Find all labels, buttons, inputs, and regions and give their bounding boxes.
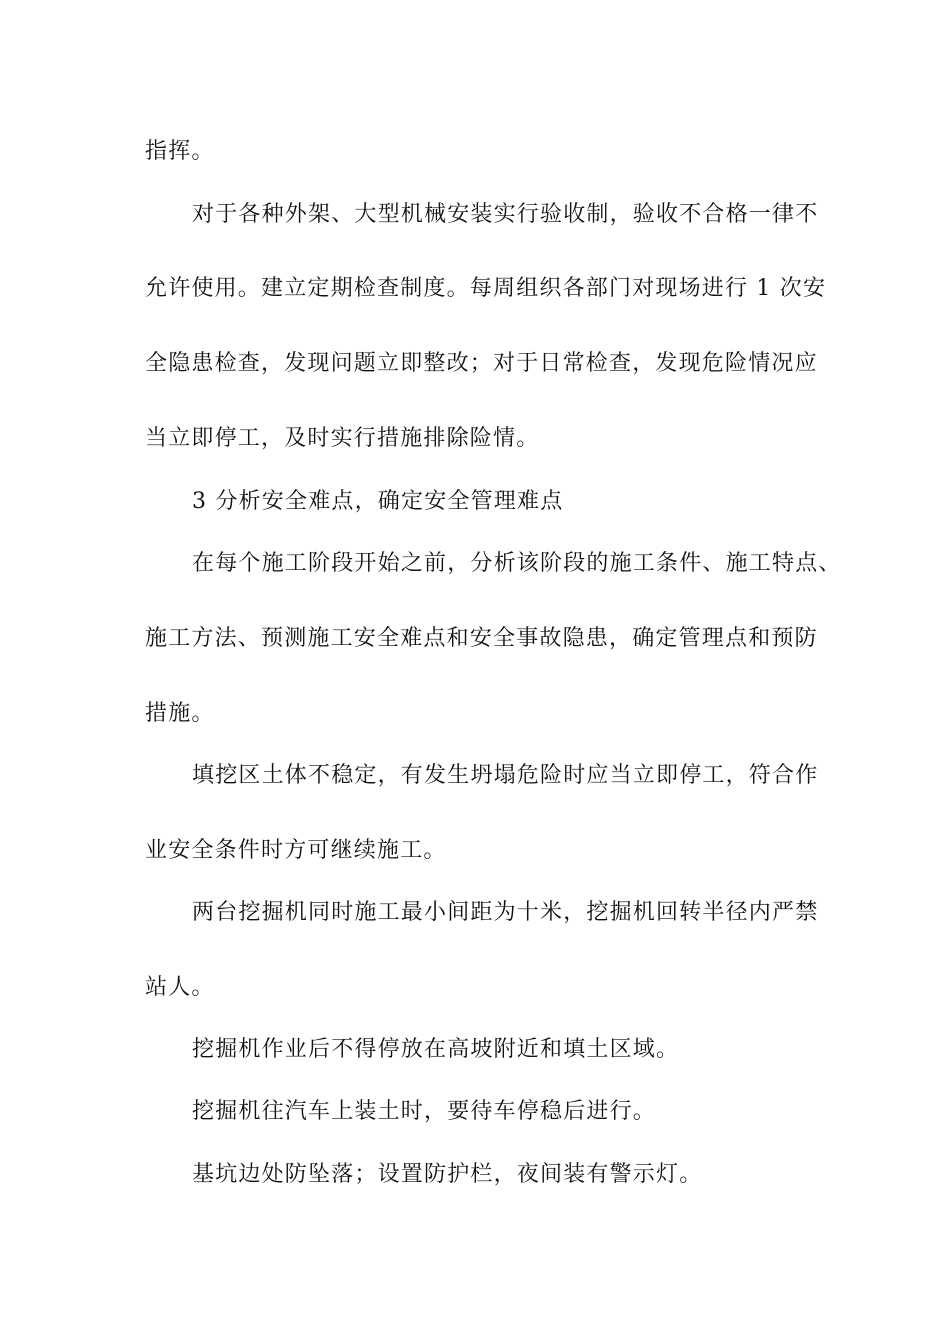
paragraph-line: 挖掘机往汽车上装土时，要待车停稳后进行。 — [192, 1099, 657, 1124]
text-line: 施工方法、预测施工安全难点和安全事故隐患，确定管理点和预防 — [145, 626, 818, 651]
paragraph-line: 挖掘机作业后不得停放在高坡附近和填土区域。 — [192, 1037, 680, 1062]
text-line: 措施。 — [145, 701, 215, 726]
text-line: 允许使用。建立定期检查制度。每周组织各部门对现场进行 1 次安 — [145, 276, 827, 301]
paragraph-line: 基坑边处防坠落；设置防护栏，夜间装有警示灯。 — [192, 1162, 703, 1187]
paragraph-first-line: 在每个施工阶段开始之前，分析该阶段的施工条件、施工特点、 — [192, 551, 842, 576]
paragraph-first-line: 填挖区土体不稳定，有发生坍塌危险时应当立即停工，符合作 — [192, 763, 819, 788]
paragraph-first-line: 两台挖掘机同时施工最小间距为十米，挖掘机回转半径内严禁 — [192, 900, 819, 925]
paragraph-first-line: 对于各种外架、大型机械安装实行验收制，验收不合格一律不 — [192, 202, 819, 227]
text-line: 全隐患检查，发现问题立即整改；对于日常检查，发现危险情况应 — [145, 351, 818, 376]
text-line: 当立即停工，及时实行措施排除险情。 — [145, 426, 540, 451]
text-line: 业安全条件时方可继续施工。 — [145, 838, 447, 863]
text-line: 指挥。 — [145, 139, 215, 164]
section-heading: 3 分析安全难点，确定安全管理难点 — [192, 489, 564, 514]
text-line: 站人。 — [145, 975, 215, 1000]
